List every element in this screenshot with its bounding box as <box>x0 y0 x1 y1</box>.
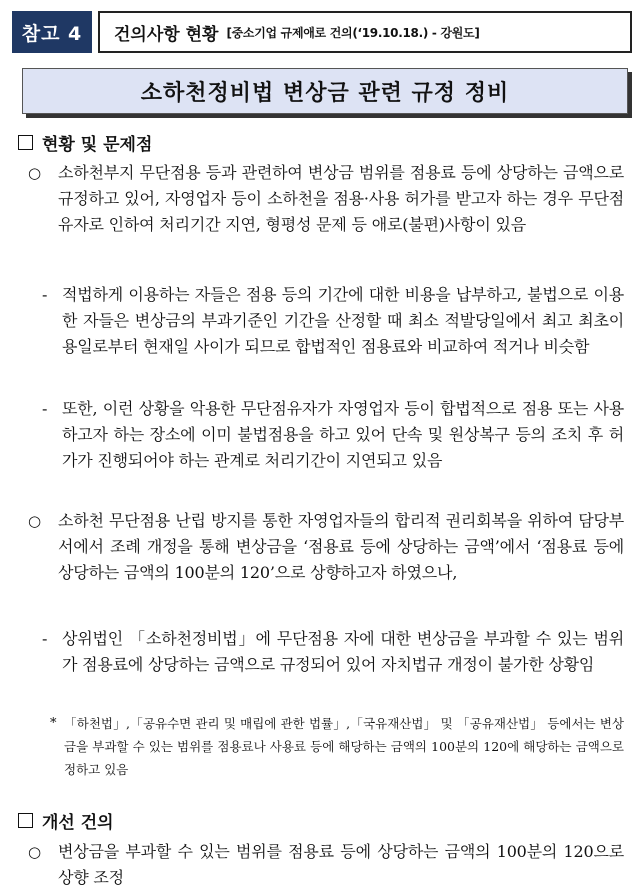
dash-marker: - <box>42 629 48 648</box>
section-heading-status-label: 현황 및 문제점 <box>42 135 153 155</box>
proposal-item-1: 변상금을 부과할 수 있는 범위를 점용료 등에 상당하는 금액의 100분의 120으로 상향 조정 <box>58 842 624 887</box>
section-heading-proposal <box>18 808 114 833</box>
dash-marker: - <box>42 399 48 418</box>
footnote-note: 「하천법」,「공유수면 관리 및 매립에 관한 법률」,「국유재산법」 및 「공유재산법」 등에서는 변상금을 부과할 수 있는 범위를 점용료나 사용료 등에 해당하는 금액의 100분의 120에 해당하는 금액으로 정하고 있음 <box>64 716 624 777</box>
status-sub-item-2: 또한, 이런 상황을 악용한 무단점유자가 자영업자 등이 합법적으로 점용 또는 사용하고자 하는 장소에 이미 불법점용을 하고 있어 단속 및 원상복구 등의 조치 후 허가가 진행되어야 하는 관계로 처리기간이 지연되고 있음 <box>62 399 624 470</box>
bullet-circle-icon: ○ <box>28 512 42 530</box>
header-subtitle: [중소기업 규제애로 건의(‘19.10.18.) - 강원도] <box>226 25 480 40</box>
checkbox-square-icon <box>18 135 33 150</box>
status-item-1: 소하천부지 무단점용 등과 관련하여 변상금 범위를 점용료 등에 상당하는 금액으로 규정하고 있어, 자영업자 등이 소하천을 점용·사용 허가를 받고자 하는 경우 무단점유자로 인하여 처리기간 지연, 형평성 문제 등 애로(불편)사항이 있음 <box>58 163 624 234</box>
section-heading-status <box>18 130 152 155</box>
main-title: 소하천정비법 변상금 관련 규정 정비 <box>22 68 628 114</box>
bullet-circle-icon: ○ <box>28 843 42 861</box>
section-heading-proposal-label: 개선 건의 <box>42 813 114 833</box>
header-title: 건의사항 현황 <box>114 24 219 45</box>
status-item-2: 소하천 무단점용 난립 방지를 통한 자영업자들의 합리적 권리회복을 위하여 담당부서에서 조례 개정을 통해 변상금을 ‘점용료 등에 상당하는 금액’에서 ‘점용료 등에 상당하는 금액의 100분의 120’으로 상향하고자 하였으나, <box>58 511 624 582</box>
status-sub-item-1: 적법하게 이용하는 자들은 점용 등의 기간에 대한 비용을 납부하고, 불법으로 이용한 자들은 변상금의 부과기준인 기간을 산정할 때 최소 적발당일에서 최고 최초이용일로부터 현재일 사이가 되므로 합법적인 점용료와 비교하여 적거나 비슷함 <box>62 285 624 356</box>
bullet-circle-icon: ○ <box>28 164 42 182</box>
checkbox-square-icon <box>18 813 33 828</box>
reference-badge: 참고 4 <box>12 11 92 53</box>
dash-marker: - <box>42 285 48 304</box>
header-box <box>98 11 632 53</box>
status-sub-item-3: 상위법인 「소하천정비법」에 무단점용 자에 대한 변상금을 부과할 수 있는 범위가 점용료에 상당하는 금액으로 규정되어 있어 자치법규 개정이 불가한 상황임 <box>62 629 624 674</box>
footnote-asterisk: * <box>50 716 57 731</box>
